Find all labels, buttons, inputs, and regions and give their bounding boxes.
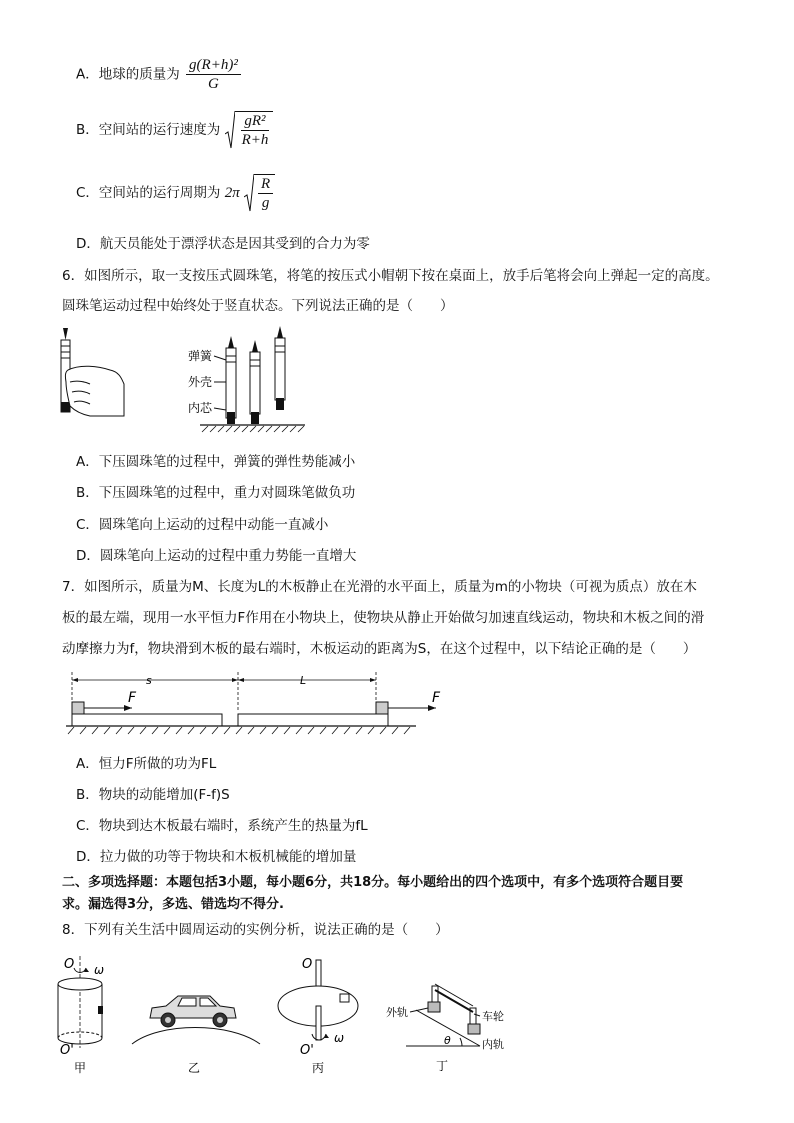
q7-option-d[interactable]: D．拉力做的功等于物块和木板机械能的增加量 — [76, 849, 357, 865]
formula-sqrt: $\frac{R}{g}$ — [244, 173, 275, 213]
q5-option-d[interactable]: D．航天员能处于漂浮状态是因其受到的合力为零 — [76, 236, 370, 252]
svg-text:车轮: 车轮 — [482, 1010, 504, 1023]
q7-stem-line2: 板的最左端，现用一水平恒力F作用在小物块上，使物块从静止开始做匀加速直线运动，物块和木板之间的滑 — [62, 610, 705, 626]
formula-fraction: $\frac{\text{g(R+h)²}}{G}$ — [186, 56, 241, 93]
svg-text:乙: 乙 — [188, 1061, 201, 1075]
block-1-icon — [72, 702, 84, 714]
q6-option-c[interactable]: C．圆珠笔向上运动的过程中动能一直减小 — [76, 517, 329, 533]
label-shell: 外壳 — [188, 375, 213, 389]
svg-text:O': O' — [300, 1043, 314, 1058]
formula-sqrt: $\frac{\text{gR²}}{R+h}$ — [225, 110, 274, 150]
svg-text:O: O — [64, 957, 75, 972]
q7-option-a[interactable]: A．恒力F所做的功为FL — [76, 756, 217, 772]
q6-option-a[interactable]: A．下压圆珠笔的过程中，弹簧的弹性势能减小 — [76, 454, 356, 470]
pen-3-icon — [275, 326, 285, 410]
car-on-hill-icon — [132, 996, 260, 1075]
label-F1: F — [128, 690, 137, 706]
block-2-icon — [376, 702, 388, 714]
q6-stem-line1: 6．如图所示，取一支按压式圆珠笔，将笔的按压式小帽朝下按在桌面上，放手后笔将会向上弹起一定的高度。 — [62, 268, 719, 284]
svg-text:O': O' — [60, 1043, 74, 1058]
pen-1-icon — [226, 336, 236, 424]
pen-2-icon — [250, 340, 260, 424]
svg-text:丙: 丙 — [312, 1061, 325, 1075]
banked-track-train-icon — [386, 984, 504, 1073]
q7-stem-line1: 7．如图所示，质量为M、长度为L的木板静止在光滑的水平面上，质量为m的小物块（可视为质点）放在木 — [62, 579, 697, 595]
svg-text:外轨: 外轨 — [386, 1006, 408, 1019]
label-s: s — [146, 674, 152, 687]
label-L: L — [300, 674, 307, 687]
q8-stem: 8．下列有关生活中圆周运动的实例分析，说法正确的是（ ） — [62, 922, 449, 938]
q6-stem-line2: 圆珠笔运动过程中始终处于竖直状态。下列说法正确的是（ ） — [62, 298, 454, 314]
svg-text:θ: θ — [444, 1034, 451, 1047]
label-core: 内芯 — [188, 401, 213, 415]
section2-line1: 二、多项选择题：本题包括3小题，每小题6分，共18分。每小题给出的四个选项中，有多个选项符合题目要 — [62, 875, 684, 890]
svg-text:丁: 丁 — [436, 1059, 449, 1073]
q5-option-c[interactable]: C．空间站的运行周期为 2π $\frac{R}{g}$ — [76, 173, 275, 213]
label-spring: 弹簧 — [188, 349, 213, 363]
svg-text:ω: ω — [94, 963, 105, 977]
q7-option-b[interactable]: B．物块的动能增加(F-f)S — [76, 787, 230, 803]
q5-option-a[interactable]: A．地球的质量为 $\frac{\text{g(R+h)²}}{G}$ — [76, 56, 241, 93]
q6-option-d[interactable]: D．圆珠笔向上运动的过程中重力势能一直增大 — [76, 548, 357, 564]
svg-text:甲: 甲 — [74, 1061, 87, 1075]
rotating-disc-icon — [278, 957, 358, 1075]
q5-option-b[interactable]: B．空间站的运行速度为 $\frac{\text{gR²}}{R+h}$ — [76, 110, 273, 150]
q7-stem-line3: 动摩擦力为f，物块滑到木板的最右端时，木板运动的距离为S，在这个过程中，以下结论正确的是（ ） — [62, 641, 697, 657]
q6-option-b[interactable]: B．下压圆珠笔的过程中，重力对圆珠笔做负功 — [76, 485, 356, 501]
q8-circular-motion-figure — [50, 950, 520, 1080]
q6-pen-figure — [50, 326, 310, 436]
q7-board-figure — [60, 668, 450, 738]
svg-text:内轨: 内轨 — [482, 1038, 504, 1051]
q7-option-c[interactable]: C．物块到达木板最右端时，系统产生的热量为fL — [76, 818, 368, 834]
svg-text:O: O — [302, 957, 313, 972]
label-F2: F — [432, 690, 441, 706]
hand-with-pen-icon — [61, 328, 124, 416]
section2-line2: 求。漏选得3分，多选、错选均不得分. — [62, 897, 284, 912]
radical-sign-icon — [225, 110, 235, 150]
svg-text:ω: ω — [334, 1031, 345, 1045]
rotating-cylinder-icon — [58, 956, 104, 1075]
radical-sign-icon — [244, 173, 254, 213]
